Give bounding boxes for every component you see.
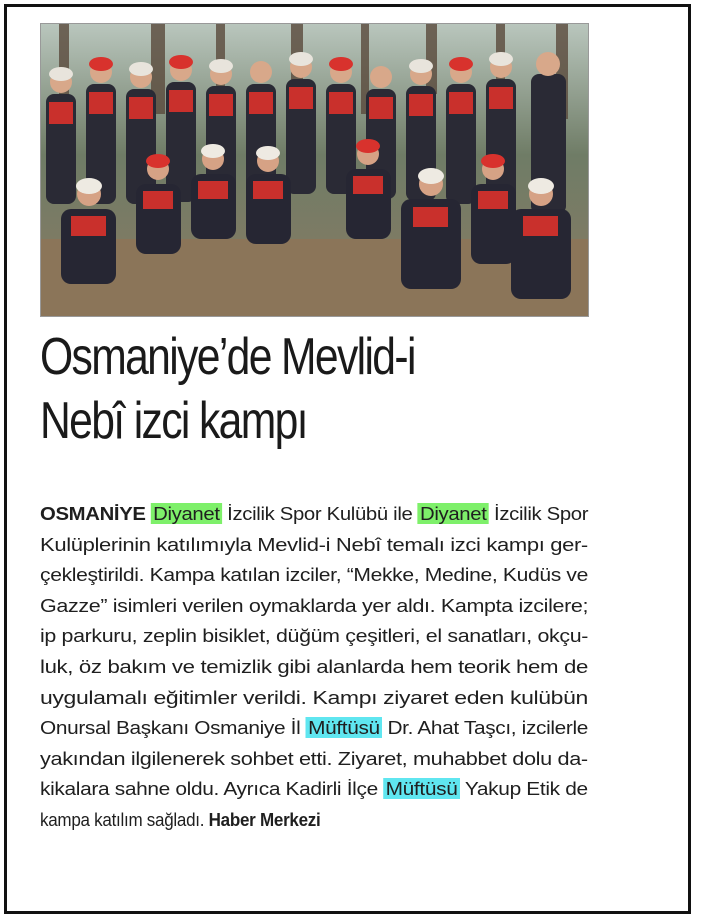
highlight-muftusu: Müftüsü	[383, 778, 459, 799]
headline-line-1: Osmaniye’de Mevlid-i	[40, 328, 415, 386]
body-line-1: OSMANİYE Diyanet İzcilik Spor Kulübü ile Diyanet İzcilik Spor	[40, 503, 589, 524]
body-line-5: ip parkuru, zeplin bisiklet, düğüm çeşitleri, el sanatları, okçu-	[40, 625, 589, 647]
highlight-diyanet: Diyanet	[418, 503, 489, 524]
body-line-7: uygulamalı eğitimler verildi. Kampı ziyaret eden kulübün	[40, 686, 588, 708]
highlight-diyanet: Diyanet	[151, 503, 222, 524]
article-photo	[40, 23, 589, 317]
headline	[40, 325, 532, 453]
body-line-10: kikalara sahne oldu. Ayrıca Kadirli İlçe Müftüsü Yakup Etik de	[40, 778, 588, 800]
highlight-muftusu: Müftüsü	[306, 717, 382, 738]
byline: Haber Merkezi	[208, 808, 321, 830]
headline-line-2: Nebî izci kampı	[40, 392, 307, 450]
clipping-frame	[4, 4, 691, 914]
article-body	[40, 499, 588, 836]
body-line-11: kampa katılım sağladı. Haber Merkezi	[40, 808, 321, 830]
body-line-3: çekleştirildi. Kampa katılan izciler, “Mekke, Medine, Kudüs ve	[40, 564, 588, 586]
body-line-8: Onursal Başkanı Osmaniye İl Müftüsü Dr. Ahat Taşcı, izcilerle	[40, 717, 589, 739]
body-line-4: Gazze” isimleri verilen oymaklarda yer aldı. Kampta izcilere;	[40, 594, 589, 616]
dateline: OSMANİYE	[40, 503, 146, 524]
body-line-9: yakından ilgilenerek sohbet etti. Ziyaret, muhabbet dolu da-	[40, 747, 588, 769]
body-line-6: luk, öz bakım ve temizlik gibi alanlarda hem teorik hem de	[40, 655, 588, 677]
body-line-2: Kulüplerinin katılımıyla Mevlid-i Nebî temalı izci kampı ger-	[40, 533, 588, 555]
